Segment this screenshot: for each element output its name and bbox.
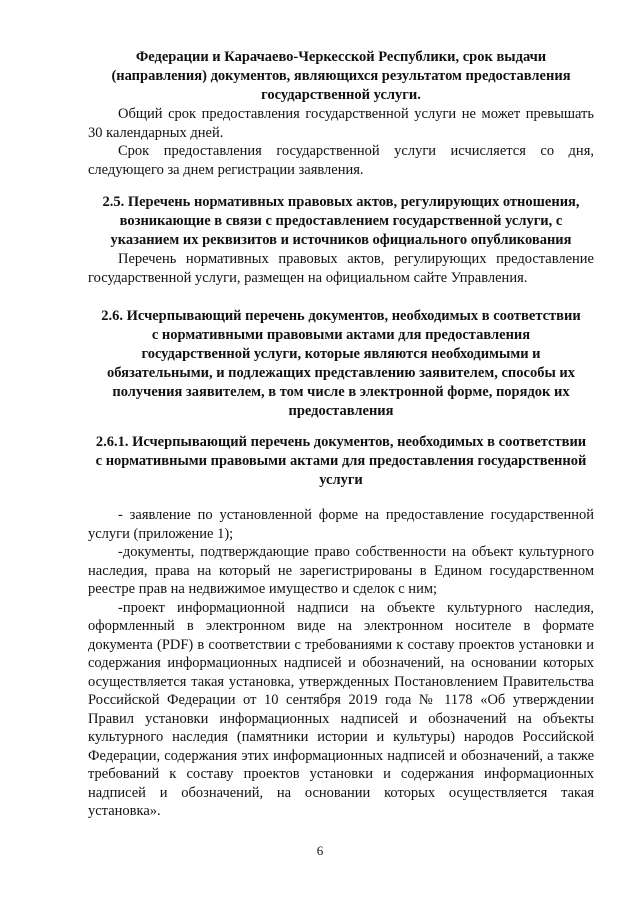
- list-item: - заявление по установленной форме на предоставление государственной услуги (приложение 1);: [88, 507, 594, 542]
- list-item: -документы, подтверждающие право собственности на объект культурного наследия, права на который не зарегистрированы в Едином государственном реестре прав на недвижимое имущество и сделок с ним;: [88, 544, 594, 597]
- paragraph-term-start: Срок предоставления государственной услуги исчисляется со дня, следующего за днем регистрации заявления.: [88, 143, 594, 178]
- page-number: 6: [316, 843, 324, 858]
- section-2-6-1-heading: 2.6.1. Исчерпывающий перечень документов, необходимых в соответствии с нормативными правовыми актами для предоставления государственной услуги: [95, 434, 587, 488]
- document-page: [88, 48, 594, 821]
- section-2-5-heading: 2.5. Перечень нормативных правовых актов, регулирующих отношения, возникающие в связи с предоставлением государственной услуги, с указанием их реквизитов и источников официального опубликования: [102, 194, 580, 248]
- section-2-6-heading: 2.6. Исчерпывающий перечень документов, необходимых в соответствии с нормативными правовыми актами для предоставления государственной услуги, которые являются необходимыми и обязательными, и подлежащих представлению заявителем, способы их получения заявителем, в том числе в электронной форме, порядок их предоставления: [101, 308, 581, 419]
- document-list: [88, 506, 594, 821]
- paragraph-term: Общий срок предоставления государственной услуги не может превышать 30 календарных дней.: [88, 106, 594, 141]
- section-heading-continued: Федерации и Карачаево-Черкесской Республики, срок выдачи (направления) документов, являющихся результатом предоставления государственной услуги.: [111, 49, 571, 103]
- list-item: -проект информационной надписи на объекте культурного наследия, оформленный в электронном виде на электронном носителе в формате документа (PDF) в соответствии с требованиями к составу проектов установки и содержания информационных надписей и обозначений, на основании которых осуществляется такая установка, утвержденных Постановлением Правительства Российской Федерации от 10 сентября 2019 года № 1178 «Об утверждении Правил установки информационных надписей и обозначений на объекты культурного наследия (памятники истории и культуры) народов Российской Федерации, содержания этих информационных надписей и обозначений, а также требований к составу проектов установки и содержания информационных надписей и обозначений, на основании которых осуществляется такая установка».: [88, 599, 594, 819]
- section-2-5-text: Перечень нормативных правовых актов, регулирующих предоставление государственной услуги, размещен на официальном сайте Управления.: [88, 251, 594, 286]
